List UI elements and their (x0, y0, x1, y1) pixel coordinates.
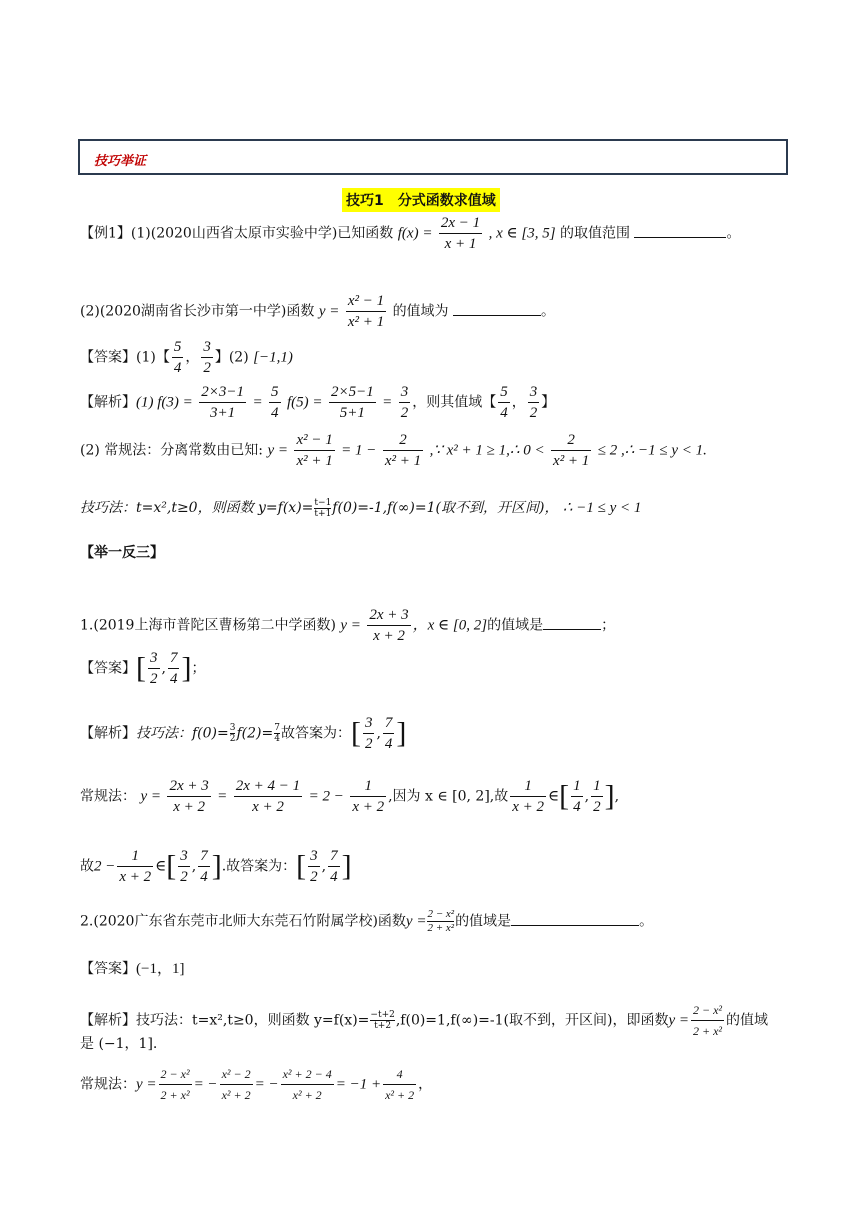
example1-func: f(x) = (397, 225, 433, 242)
question1-answer: 【答案】[ $\frac{3}{2}$ , $\frac{7}{4}$ ]； (80, 650, 206, 687)
answer-blank (634, 223, 726, 238)
solution1-frac-i: $\frac{2}{\text{x² + 1}}$ (553, 432, 590, 469)
solution1-sep: ， (511, 394, 526, 411)
question1-suffix: 的值域是 (487, 617, 544, 634)
question1-regular: 常规法： y = $\frac{2x + 3}{x + 2}$ = $\frac{2x + 4 - 1}{x + 2}$ = 2 − $\frac{1}{x + 2}$ ,因为 x ∈ [0, 2],故 $\frac{1}{x + 2}$ ∈[ $\frac{1}{4}$ , $\frac{1}{2}$ ], (80, 778, 620, 815)
question2-solution-line2: 是 (−1，1]. (80, 1036, 158, 1052)
q1-sol-frac3: $\frac{3}{2}$ (364, 715, 373, 752)
solution1-line2-prefix: (2) 常规法：分离常数由已知: (80, 442, 263, 459)
answer1-sep: ， (185, 349, 200, 366)
solution-label: 【解析】 (80, 725, 136, 742)
question1-prefix: 1.(2019上海市普陀区曹杨第二中学函数) (80, 617, 336, 634)
solution1-frac-a: $\frac{2\times 3-1}{3+1}$ (201, 384, 244, 421)
solution1-line2-mid: = 1 − (341, 442, 377, 459)
section-header-label: 技巧举证 (94, 154, 147, 169)
question1-conclusion-in: ∈ (155, 858, 167, 875)
answer-label: 【答案】 (80, 961, 136, 977)
q2-sol-frac2: $\frac{\text{2 − x²}}{\text{2 + x²}}$ (691, 1000, 724, 1041)
example1-part1-text: 【例1】(1)(2020山西省太原市实验中学)已知函数 (80, 225, 394, 242)
example1-part2-end: 。 (541, 303, 556, 320)
regular-label: 常规法： (80, 788, 136, 805)
solution1-frac-f: $\frac{3}{2}$ (529, 384, 538, 421)
question1-reg-eq: = (217, 788, 228, 805)
question2-reg-eq2: = − (254, 1076, 279, 1093)
solution1-line1 (80, 382, 555, 423)
q1-con-frac1: $\frac{1}{x + 2}$ (119, 848, 152, 885)
question1-y: y = (340, 617, 361, 634)
question2-sol-a: 技巧法：t=x²,t≥0，则函数 y=f(x)= (136, 1012, 370, 1029)
question2-answer-value: (−1，1] (136, 961, 185, 977)
solution1-end: 】 (541, 394, 556, 411)
question2-y: y = (405, 913, 427, 930)
answer1-part1: (1)【 (136, 349, 170, 366)
question2-end: 。 (639, 913, 654, 930)
q1-reg-frac6: $\frac{1}{2}$ (593, 778, 601, 815)
example1-domain: , x ∈ [3, 5] (488, 225, 556, 242)
q1-reg-frac2: $\frac{2x + 4 - 1}{x + 2}$ (235, 778, 301, 815)
question1-answer-end: ； (191, 660, 206, 677)
question1-domain: ，x ∈ [0, 2] (412, 617, 488, 634)
question1-reg-eq2: = 2 − (308, 788, 344, 805)
solution1-frac-e: $\frac{5}{4}$ (500, 384, 508, 421)
solution1-frac-b: $\frac{5}{4}$ (271, 384, 279, 421)
question1-reg-in: ∈ (548, 788, 560, 805)
example1-end: 。 (726, 225, 741, 242)
regular-label: 常规法： (80, 1076, 136, 1093)
question2-regular (80, 1064, 432, 1105)
question1-conclusion-two: 2 − (94, 858, 116, 875)
question1-reg-mid: ,因为 x ∈ [0, 2],故 (388, 788, 509, 805)
q1-reg-frac4: $\frac{1}{x + 2}$ (512, 778, 545, 815)
question2-solution (80, 1000, 768, 1041)
question1-conclusion-prefix: 故 (80, 858, 94, 875)
solution1-frac-c: $\frac{2\times 5-1}{5+1}$ (330, 384, 374, 421)
question1-sol-a: 技巧法：f(0)= (136, 725, 229, 742)
answer1-part2: (2) (228, 349, 249, 366)
answer1-frac1: $\frac{5}{4}$ (173, 339, 182, 376)
solution1-line3-b: f(0)=-1,f(∞)=1(取不到，开区间)， (332, 500, 559, 516)
answer1-frac2: $\frac{3}{2}$ (203, 339, 211, 376)
solution1-line3-c: ∴ −1 ≤ y < 1 (562, 500, 642, 516)
q1-sol-frac1: $\frac{3}{2}$ (229, 723, 236, 744)
question2-suffix: 的值域是 (455, 913, 512, 930)
q2-sol-frac1: $\frac{-t+2}{t+2}$ (370, 1010, 395, 1031)
answer-blank (543, 615, 601, 630)
question2-reg-eq1: = − (193, 1076, 218, 1093)
example1-suffix: 的取值范围 (560, 225, 631, 242)
q2-reg-frac1: $\frac{\text{2 − x²}}{\text{2 + x²}}$ (159, 1064, 192, 1105)
q1-sol-frac2: $\frac{7}{4}$ (274, 723, 280, 744)
question2-answer (80, 957, 184, 978)
question1-sol-c: 故答案为： (280, 725, 351, 742)
q1-reg-frac5: $\frac{1}{4}$ (573, 778, 581, 815)
solution1-line2-end: ≤ 2 ,∴ −1 ≤ y < 1. (597, 442, 707, 459)
solution1-range-text: ，则其值域【 (412, 394, 497, 411)
question1-fraction: $\frac{2x + 3}{x + 2}$ (369, 607, 409, 644)
solution1-frac-g: $\frac{\text{x² − 1}}{\text{x² + 1}}$ (296, 432, 333, 469)
example1-part2-fraction: $\frac{\text{x² − 1}}{\text{x² + 1}}$ (347, 293, 385, 330)
question2-reg-end: ， (418, 1076, 433, 1093)
q1-con-frac3: $\frac{7}{4}$ (200, 848, 208, 885)
q1-con-frac2: $\frac{3}{2}$ (180, 848, 188, 885)
answer-label: 【答案】 (80, 660, 136, 677)
example1-part1 (80, 213, 740, 254)
question1 (80, 605, 615, 646)
question2-reg-y: y = (136, 1076, 157, 1093)
answer1 (80, 337, 293, 378)
answer-blank (511, 911, 639, 926)
question2 (80, 908, 653, 935)
solution1-line3 (80, 497, 641, 519)
example1-part2-func: y = (318, 303, 340, 320)
question2-prefix: 2.(2020广东省东莞市北师大东莞石竹附属学校)函数 (80, 913, 406, 930)
question1-reg-end: , (614, 788, 620, 805)
solution1-frac-h: $\frac{2}{\text{x² + 1}}$ (384, 432, 422, 469)
solution1-line2 (80, 430, 707, 471)
example1-part2-text: (2)(2020湖南省长沙市第一中学)函数 (80, 303, 315, 320)
solution1-line2-y: y = (267, 442, 288, 459)
question2-sol-b: ,f(0)=1,f(∞)=-1(取不到，开区间)，即函数 (395, 1012, 669, 1029)
answer1-part2-value: [−1,1) (253, 349, 293, 366)
q1-ans-frac1: $\frac{3}{2}$ (150, 650, 158, 687)
question1-solution: 【解析】技巧法：f(0)= $\frac{3}{2}$ f(2)= $\frac{7}{4}$ 故答案为：[ $\frac{3}{2}$ , $\frac{7}{4}$ ] (80, 715, 407, 752)
q1-reg-frac1: $\frac{2x + 3}{x + 2}$ (169, 778, 209, 815)
question2-sol-y: y = (668, 1012, 689, 1029)
section-header-box (78, 139, 788, 175)
solution1-line3-a: 技巧法：t=x²,t≥0，则函数 y=f(x)= (80, 500, 314, 516)
solution1-frac-d: $\frac{3}{2}$ (400, 384, 409, 421)
example1-part2-suffix: 的值域为 (392, 303, 449, 320)
q2-reg-frac4: $\frac{4}{\text{x² + 2}}$ (383, 1064, 416, 1105)
solution1-eq1: = (252, 394, 263, 411)
example1-fraction: $\frac{2x - 1}{x + 1}$ (440, 215, 481, 252)
q1-con-frac5: $\frac{7}{4}$ (330, 848, 338, 885)
solution1-frac-j: $\frac{t-1}{t+1}$ (314, 497, 332, 519)
q2-reg-frac3: $\frac{\text{x² + 2 − 4}}{\text{x² + 2}}$ (281, 1064, 334, 1105)
question1-conclusion: 故2 − $\frac{1}{x + 2}$ ∈[ $\frac{3}{2}$ , $\frac{7}{4}$ ].故答案为：[ $\frac{3}{2}$ , $\frac{7}{4}$ ] (80, 848, 352, 885)
question1-conclusion-mid: .故答案为： (221, 858, 297, 875)
q1-sol-frac4: $\frac{7}{4}$ (384, 715, 393, 752)
solution1-line2-mid2: ,∵ x² + 1 ≥ 1,∴ 0 < (429, 442, 545, 459)
example1-part2 (80, 291, 555, 332)
solution1-f5: f(5) = (286, 394, 323, 411)
section-title: 技巧1 分式函数求值域 (342, 188, 500, 212)
q1-reg-frac3: $\frac{1}{x + 2}$ (352, 778, 385, 815)
solution-label: 【解析】 (80, 394, 136, 411)
answer-label: 【答案】 (80, 349, 136, 366)
q1-con-frac4: $\frac{3}{2}$ (310, 848, 318, 885)
practice-header: 【举一反三】 (80, 545, 164, 561)
answer-blank (453, 301, 541, 316)
solution1-f3: (1) f(3) = (136, 394, 193, 411)
question1-sol-b: f(2)= (236, 725, 274, 742)
answer1-part1-end: 】 (214, 349, 229, 366)
question2-reg-eq3: = −1 + (335, 1076, 382, 1093)
question2-sol-c: 的值域 (726, 1012, 769, 1029)
question1-reg-y: y = (140, 788, 161, 805)
q2-reg-frac2: $\frac{\text{x² − 2}}{\text{x² + 2}}$ (220, 1064, 253, 1105)
solution1-eq2: = (382, 394, 393, 411)
solution-label: 【解析】 (80, 1012, 136, 1029)
question1-end: ； (601, 617, 616, 634)
q1-ans-frac2: $\frac{7}{4}$ (169, 650, 178, 687)
question2-fraction: $\frac{\text{2 − x²}}{\text{2 + x²}}$ (427, 908, 455, 934)
